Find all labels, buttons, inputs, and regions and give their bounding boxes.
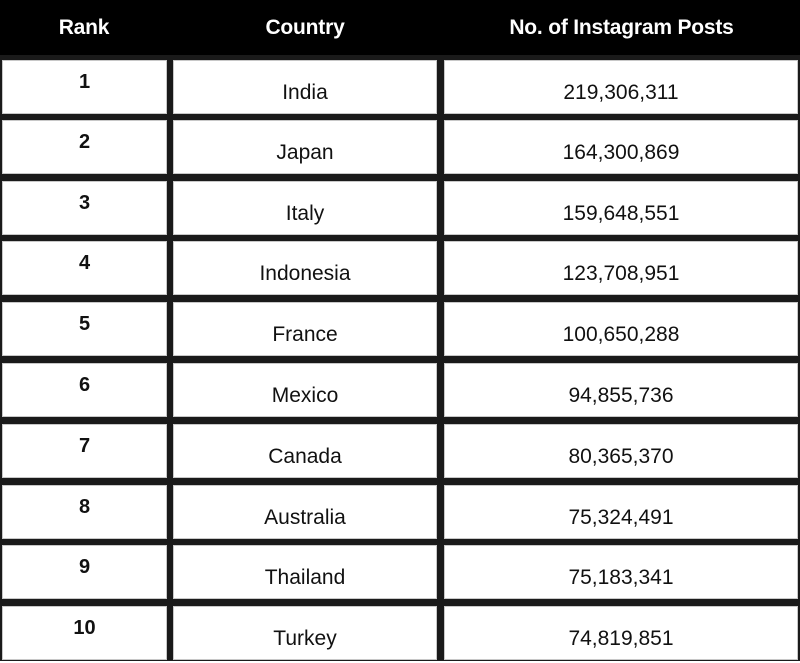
posts-cell — [444, 424, 798, 478]
table-row — [0, 421, 800, 481]
rank-cell — [2, 60, 167, 114]
header-instagram-posts: No. of Instagram Posts — [509, 15, 734, 39]
posts-cell — [444, 120, 798, 174]
table-row — [0, 117, 800, 177]
rank-cell — [2, 241, 167, 295]
rank-cell — [2, 545, 167, 599]
table-row — [0, 603, 800, 663]
rank-value: 4 — [78, 252, 91, 274]
rank-cell — [2, 606, 167, 660]
posts-cell — [444, 60, 798, 114]
rank-value: 3 — [78, 192, 91, 214]
posts-value: 80,365,370 — [568, 445, 674, 468]
country-value: Japan — [276, 141, 334, 164]
rank-cell — [2, 302, 167, 356]
posts-value: 159,648,551 — [562, 202, 680, 225]
table-row — [0, 542, 800, 602]
posts-cell — [444, 606, 798, 660]
rank-value: 2 — [78, 131, 91, 153]
rank-cell — [2, 424, 167, 478]
country-cell — [173, 363, 437, 417]
posts-value: 74,819,851 — [568, 627, 674, 650]
country-value: Turkey — [273, 627, 337, 650]
table-row — [0, 57, 800, 117]
rank-cell — [2, 120, 167, 174]
posts-value: 100,650,288 — [562, 323, 680, 346]
rank-value: 8 — [78, 496, 91, 518]
posts-cell — [444, 302, 798, 356]
table-row — [0, 482, 800, 542]
table-row — [0, 360, 800, 420]
country-value: Italy — [285, 202, 325, 225]
table-row — [0, 238, 800, 298]
rank-value: 9 — [78, 556, 91, 578]
country-value: Australia — [264, 506, 346, 529]
country-cell — [173, 485, 437, 539]
country-cell — [173, 545, 437, 599]
header-country: Country — [265, 15, 345, 39]
posts-value: 94,855,736 — [568, 384, 674, 407]
rank-value: 5 — [78, 313, 91, 335]
table-row — [0, 299, 800, 359]
posts-value: 123,708,951 — [562, 262, 680, 285]
posts-cell — [444, 545, 798, 599]
country-value: India — [282, 81, 328, 104]
country-cell — [173, 181, 437, 235]
posts-cell — [444, 181, 798, 235]
rank-value: 7 — [78, 435, 91, 457]
rank-value: 10 — [73, 617, 96, 639]
posts-value: 164,300,869 — [562, 141, 680, 164]
posts-value: 219,306,311 — [563, 81, 679, 104]
rank-value: 6 — [78, 374, 91, 396]
country-value: Mexico — [271, 384, 339, 407]
country-cell — [173, 241, 437, 295]
posts-cell — [444, 485, 798, 539]
posts-value: 75,324,491 — [568, 506, 674, 529]
table-header-row — [0, 0, 800, 55]
country-value: Indonesia — [259, 262, 351, 285]
posts-value: 75,183,341 — [568, 566, 674, 589]
country-value: Thailand — [264, 566, 346, 589]
posts-cell — [444, 241, 798, 295]
rank-cell — [2, 485, 167, 539]
country-cell — [173, 60, 437, 114]
country-cell — [173, 606, 437, 660]
header-rank: Rank — [58, 15, 110, 39]
rank-value: 1 — [78, 71, 91, 93]
country-value: France — [272, 323, 338, 346]
country-cell — [173, 302, 437, 356]
country-value: Canada — [268, 445, 342, 468]
country-cell — [173, 424, 437, 478]
country-cell — [173, 120, 437, 174]
rank-cell — [2, 181, 167, 235]
rank-cell — [2, 363, 167, 417]
posts-cell — [444, 363, 798, 417]
table-row — [0, 178, 800, 238]
